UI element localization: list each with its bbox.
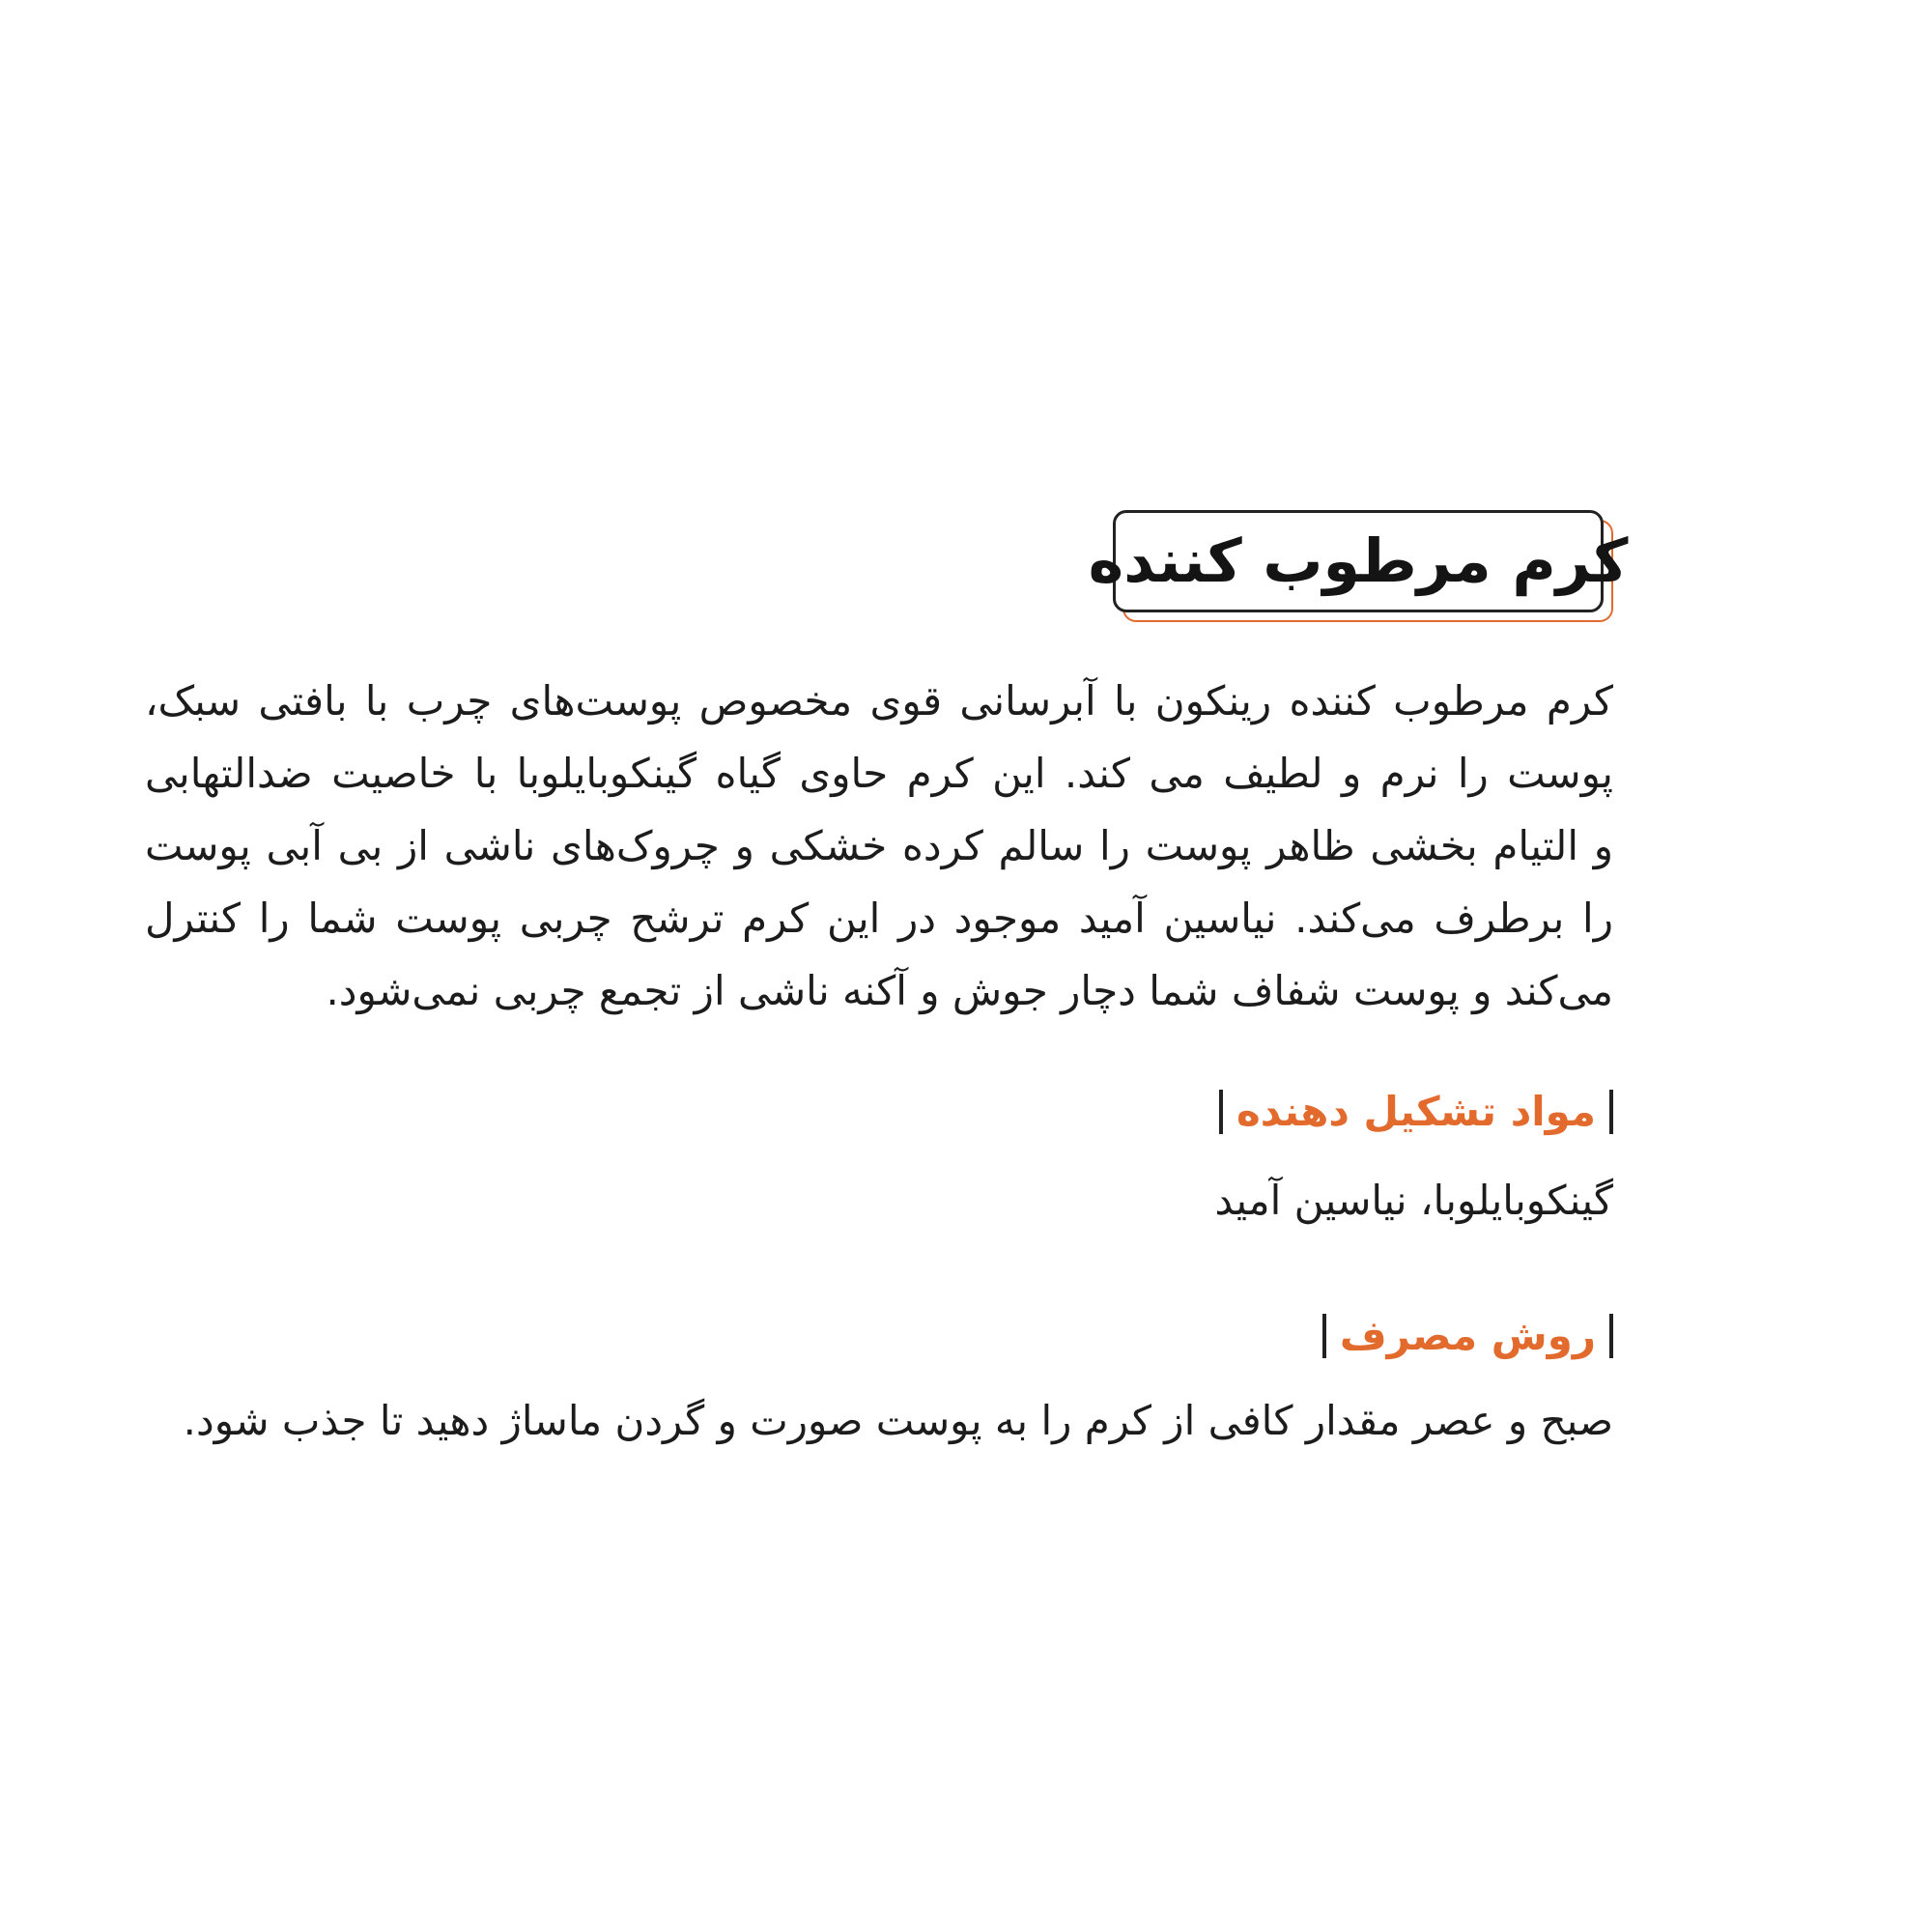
heading-bar-icon	[1609, 1090, 1613, 1134]
description-line-2: پوست را نرم و لطیف می کند. این کرم حاوی گیاه گینکوبایلوبا با خاصیت ضدالتهابی	[145, 750, 1613, 797]
description-line-3: و التیام بخشی ظاهر پوست را سالم کرده خشکی و چروک‌های ناشی از بی آبی پوست	[145, 822, 1613, 869]
heading-bar-icon	[1609, 1314, 1613, 1358]
product-description	[145, 665, 1613, 1027]
description-line-4: را برطرف می‌کند. نیاسین آمید موجود در این کرم ترشح چربی پوست شما را کنترل	[145, 895, 1613, 942]
heading-bar-icon	[1219, 1090, 1223, 1134]
title-frame	[1088, 510, 1629, 624]
ingredients-heading	[1219, 1090, 1613, 1134]
usage-heading-text: روش مصرف	[1339, 1312, 1596, 1359]
page-title: کرم مرطوب کننده	[1088, 526, 1629, 596]
title-box	[1088, 510, 1629, 612]
description-line-5: می‌کند و پوست شفاف شما دچار جوش و آکنه ناشی از تجمع چربی نمی‌شود.	[326, 967, 1613, 1014]
description-line-1: کرم مرطوب کننده رینکون با آبرسانی قوی مخصوص پوست‌های چرب با بافتی سبک،	[145, 677, 1613, 724]
ingredients-heading-text: مواد تشکیل دهنده	[1236, 1088, 1596, 1135]
heading-bar-icon	[1322, 1314, 1326, 1358]
usage-heading	[1322, 1314, 1613, 1358]
usage-text: صبح و عصر مقدار کافی از کرم را به پوست صورت و گردن ماساژ دهید تا جذب شود.	[183, 1397, 1613, 1444]
ingredients-text: گینکوبایلوبا، نیاسین آمید	[1214, 1177, 1613, 1224]
